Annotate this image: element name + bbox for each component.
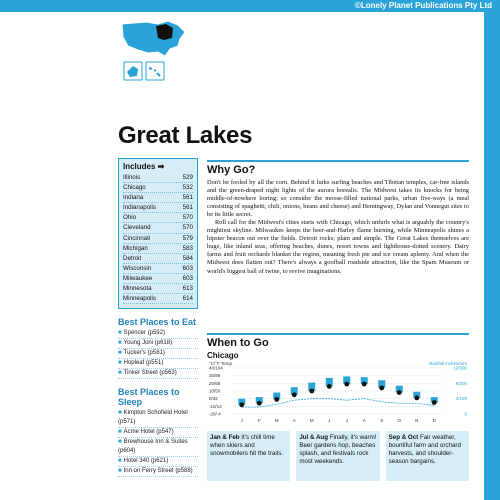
bullet-icon: ■ — [118, 360, 122, 367]
includes-item[interactable] — [123, 234, 193, 244]
includes-item-name: Minnesota — [123, 285, 152, 293]
low-temp-dot — [239, 402, 244, 407]
season-heading: Sep & Oct — [388, 434, 419, 441]
alaska-map — [127, 66, 138, 77]
low-temp-dot — [257, 401, 262, 406]
x-tick-label: J — [328, 418, 331, 423]
bullet-icon: ■ — [118, 370, 122, 377]
includes-item-name: Chicago — [123, 184, 146, 192]
includes-item[interactable] — [123, 244, 193, 254]
low-temp-dot — [432, 400, 437, 405]
includes-item-name: Illinois — [123, 174, 141, 181]
sleep-list-item[interactable] — [118, 438, 198, 457]
copyright: ©Lonely Planet Publications Pty Ltd — [354, 1, 492, 10]
includes-item-name: Cleveland — [123, 224, 151, 232]
season-text: It's chill time when skiers and snowmobilers hit the trails. — [210, 434, 283, 457]
x-tick-label: N — [415, 418, 419, 423]
top-bar — [0, 0, 500, 12]
includes-item[interactable] — [123, 254, 193, 264]
includes-item-page: 529 — [182, 174, 193, 181]
why-go-section — [207, 160, 469, 276]
low-temp-dot — [309, 389, 314, 394]
includes-item-page: 561 — [182, 204, 193, 212]
low-temp-dot — [274, 397, 279, 402]
y2-tick-label: 8/200 — [455, 380, 467, 386]
eat-item-text: Spencer (p592) — [123, 330, 165, 337]
includes-item-name: Michigan — [123, 244, 148, 252]
includes-item[interactable] — [123, 294, 193, 304]
includes-item[interactable] — [123, 193, 193, 203]
locator-map — [118, 12, 190, 97]
sleep-list-item[interactable] — [118, 409, 198, 428]
bullet-icon: ■ — [118, 350, 122, 357]
x-tick-label: O — [397, 418, 402, 423]
page-edge-strip — [484, 12, 500, 500]
includes-item-page: 603 — [182, 264, 193, 272]
includes-item-page: 603 — [182, 274, 193, 282]
bullet-icon: ■ — [118, 330, 122, 337]
x-tick-label: M — [274, 418, 279, 423]
includes-item-page: 570 — [182, 214, 193, 222]
sleep-heading: Best Places to Sleep — [118, 387, 180, 408]
includes-item[interactable] — [123, 274, 193, 284]
x-tick-label: J — [240, 418, 243, 423]
sleep-item-text: Brewhouse Inn & Suites (p604) — [118, 439, 188, 455]
includes-item-page: 614 — [182, 295, 193, 303]
sleep-item-text: Acme Hotel (p547) — [123, 429, 174, 436]
includes-item[interactable] — [123, 173, 193, 183]
bullet-icon: ■ — [118, 458, 122, 465]
includes-item-page: 561 — [182, 194, 193, 202]
eat-list-item[interactable] — [118, 339, 198, 349]
sleep-list-item[interactable] — [118, 457, 198, 467]
sleep-item-text: Kimpton Schofield Hotel (p571) — [118, 410, 188, 426]
y-tick-label: -10/14 — [209, 403, 222, 409]
includes-item-page: 570 — [182, 224, 193, 232]
includes-heading: Includes ➡ — [123, 162, 165, 171]
low-temp-dot — [379, 386, 384, 391]
x-tick-label: J — [345, 418, 348, 423]
x-tick-label: F — [257, 418, 261, 423]
eat-list-item[interactable] — [118, 329, 198, 339]
includes-item[interactable] — [123, 284, 193, 294]
x-tick-label: D — [432, 418, 436, 423]
y-tick-label: 0/32 — [209, 396, 218, 402]
sleep-item-text: Inn on Ferry Street (p588) — [123, 468, 193, 475]
x-tick-label: A — [292, 418, 296, 423]
usa-map — [122, 21, 185, 56]
eat-heading: Best Places to Eat — [118, 317, 197, 328]
eat-list-item[interactable] — [118, 349, 198, 359]
includes-item[interactable] — [123, 264, 193, 274]
why-go-paragraph-2: Roll call for the Midwest's cities starts with Chicago, which unfurls what is arguably the country's mightiest skyline. Milwaukee keeps the beer-and-Harley flame burning, while Minneapolis shines a hipster beacon out over the fields. Detroit rocks; plain and simple. The Great Lakes themselves are huge, like inland seas, offering beaches, dunes, resort towns and lighthouse-dotted scenery. Dairy farms and fruit orchards blanket the region, meaning fresh pie and ice cream aplenty. And when the Midwest does flatten out? There's always a goofball roadside attraction, like the Spam Museum or world's biggest ball of twine, to revive imaginations. — [207, 219, 469, 275]
sleep-list-item[interactable] — [118, 467, 198, 477]
season-box — [296, 431, 379, 481]
rainfall-line — [242, 399, 435, 407]
when-to-go-heading: When to Go — [207, 333, 469, 349]
hawaii-map — [149, 68, 160, 76]
why-go-heading: Why Go? — [207, 160, 469, 176]
bullet-icon: ■ — [118, 468, 122, 475]
season-box — [386, 431, 469, 481]
y-tick-label: 20/68 — [209, 380, 221, 386]
low-temp-dot — [344, 382, 349, 387]
y-tick-label: -20/-4 — [209, 411, 221, 417]
y2-axis-label: Rainfall inches/mm — [428, 361, 467, 366]
sleep-item-text: Hotel 340 (p621) — [123, 458, 169, 465]
bullet-icon: ■ — [118, 340, 122, 347]
y-axis-label: °C/°F Temp — [209, 361, 233, 366]
includes-item-page: 532 — [182, 184, 193, 192]
includes-item[interactable] — [123, 213, 193, 223]
when-to-go-section — [207, 333, 469, 481]
y2-tick-label: 0 — [464, 411, 467, 417]
y-tick-label: 40/104 — [209, 365, 223, 371]
sleep-list — [118, 409, 198, 477]
eat-list-item[interactable] — [118, 359, 198, 369]
includes-item-name: Ohio — [123, 214, 137, 222]
includes-item[interactable] — [123, 183, 193, 193]
includes-item-page: 613 — [182, 285, 193, 293]
includes-item[interactable] — [123, 223, 193, 233]
low-temp-dot — [292, 392, 297, 397]
includes-item-page: 584 — [182, 254, 193, 262]
eat-item-text: Tucker's (p581) — [123, 350, 165, 357]
climate-chart — [207, 360, 469, 424]
x-tick-label: A — [362, 418, 366, 423]
chart-title: Chicago — [207, 351, 239, 360]
why-go-paragraph-1: Don't be fooled by all the corn. Behind it lurks surfing beaches and Tibetan temples, car-free islands and the green-draped night lights of the aurora borealis. The Midwest takes its knocks for being middle-of-nowhere boring; so consider the moose-filled national parks, urban five-ways (a meal consisting of spaghetti, chili, onions, beans and cheese) and Hemingway, Dylan and Vonnegut sites to be its little secret. — [207, 179, 469, 219]
seasons-row — [207, 431, 469, 481]
season-heading: Jan & Feb — [210, 434, 240, 441]
eat-item-text: Tinker Street (p563) — [123, 370, 177, 377]
x-tick-label: S — [380, 418, 384, 423]
y2-tick-label: 12/300 — [453, 365, 467, 371]
eat-list-item[interactable] — [118, 369, 198, 379]
eat-item-text: Hopleaf (p551) — [123, 360, 164, 367]
includes-item-name: Indianapolis — [123, 204, 157, 212]
includes-item-name: Minneapolis — [123, 295, 157, 303]
includes-item-name: Wisconsin — [123, 264, 152, 272]
y-tick-label: 10/50 — [209, 388, 221, 394]
includes-item[interactable] — [123, 203, 193, 213]
includes-item-name: Cincinnati — [123, 234, 151, 242]
low-temp-dot — [327, 384, 332, 389]
season-text: Fair weather, bountiful farm and orchard harvests, and shoulder-season bargains. — [388, 434, 461, 465]
eat-item-text: Young Joni (p618) — [123, 340, 173, 347]
includes-item-name: Detroit — [123, 254, 142, 262]
y2-tick-label: 4/100 — [455, 396, 467, 402]
includes-item-name: Milwaukee — [123, 274, 153, 282]
low-temp-dot — [414, 396, 419, 401]
eat-list — [118, 329, 198, 379]
season-text: Finally, it's warm! Beer gardens hop, beaches splash, and festivals rock most weekends. — [299, 434, 377, 465]
bullet-icon: ■ — [118, 429, 122, 436]
includes-item-name: Indiana — [123, 194, 144, 202]
y-tick-label: 30/86 — [209, 373, 221, 379]
includes-list — [123, 173, 193, 304]
includes-item-page: 583 — [182, 244, 193, 252]
includes-item-page: 579 — [182, 234, 193, 242]
includes-box — [118, 158, 198, 309]
season-box — [207, 431, 290, 481]
bullet-icon: ■ — [118, 439, 122, 446]
low-temp-dot — [397, 390, 402, 395]
sidebar — [118, 158, 198, 477]
low-temp-dot — [362, 382, 367, 387]
page-title: Great Lakes — [118, 122, 253, 149]
x-tick-label: M — [309, 418, 314, 423]
sleep-list-item[interactable] — [118, 428, 198, 438]
bullet-icon: ■ — [118, 410, 122, 417]
season-heading: Jul & Aug — [299, 434, 328, 441]
